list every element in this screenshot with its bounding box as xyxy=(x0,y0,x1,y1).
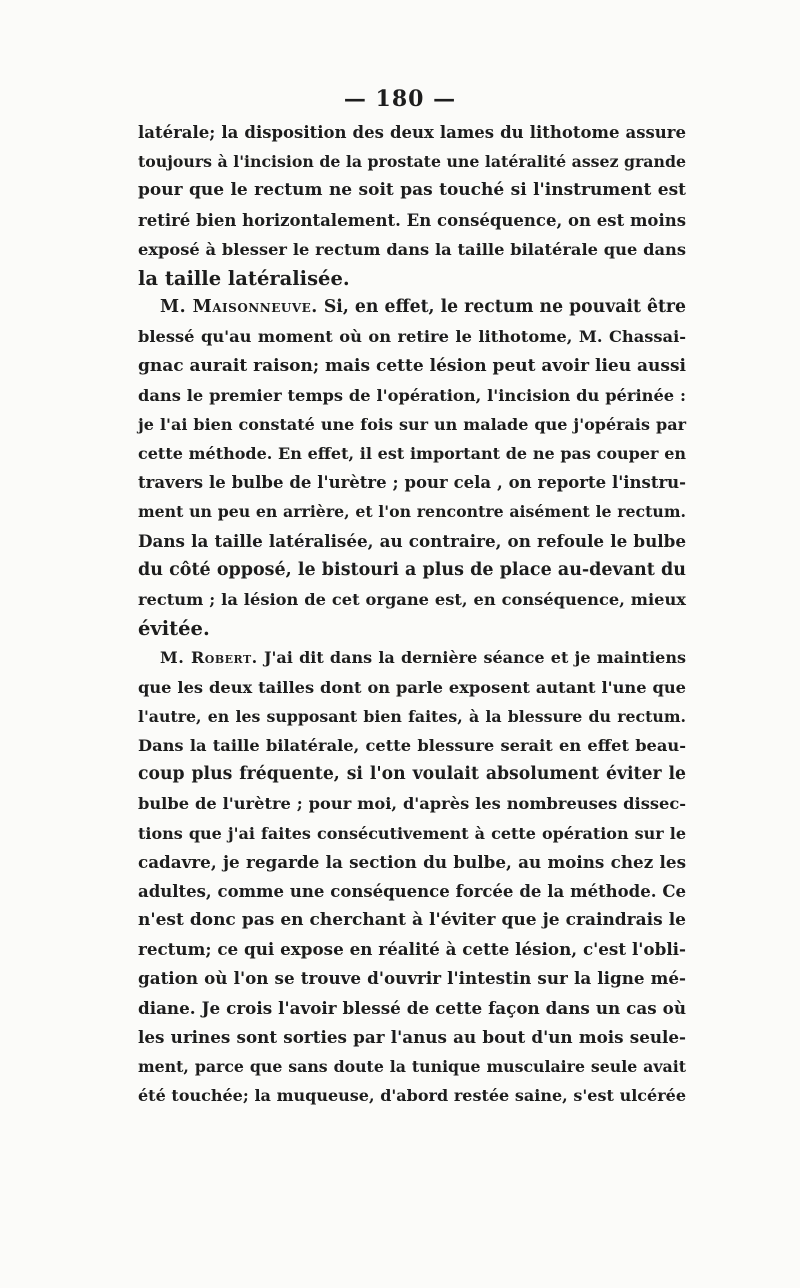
text-line: cadavre, je regarde la section du bulbe, au moins chez les xyxy=(138,851,686,872)
text-line: que les deux tailles dont on parle exposent autant l'une que xyxy=(138,677,686,697)
text-line: dans le premier temps de l'opération, l'incision du périnée : xyxy=(138,385,686,405)
paragraph xyxy=(138,118,686,293)
text-line: retiré bien horizontalement. En conséquence, on est moins xyxy=(138,210,686,230)
text-line: latérale; la disposition des deux lames du lithotome assure xyxy=(138,123,686,142)
text-line: je l'ai bien constaté une fois sur un malade que j'opérais par xyxy=(138,414,686,434)
text-line xyxy=(138,643,686,672)
text-line: ment, parce que sans doute la tunique musculaire seule avait xyxy=(138,1057,686,1076)
text-line: coup plus fréquente, si l'on voulait absolument éviter le xyxy=(138,764,686,785)
text-line: rectum ; la lésion de cet organe est, en conséquence, mieux xyxy=(138,590,686,609)
text-line: blessé qu'au moment où on retire le lithotome, M. Chassai- xyxy=(138,327,686,347)
speaker-name: M. Maisonneuve. xyxy=(160,297,318,318)
text-line: Dans la taille latéralisée, au contraire, on refoule le bulbe xyxy=(138,530,686,551)
page-number: — 180 — xyxy=(343,86,457,112)
text-line xyxy=(138,293,686,322)
text-line: ment un peu en arrière, et l'on rencontre aisément le rectum. xyxy=(138,502,686,522)
text-line: exposé à blesser le rectum dans la taille bilatérale que dans xyxy=(138,239,686,259)
text-line: rectum; ce qui expose en réalité à cette lésion, c'est l'obli- xyxy=(138,939,686,960)
text-line: tions que j'ai faites consécutivement à cette opération sur le xyxy=(138,823,686,843)
text-line: pour que le rectum ne soit pas touché si l'instrument est xyxy=(138,180,686,201)
text-line: gnac aurait raison; mais cette lésion peut avoir lieu aussi xyxy=(138,355,686,376)
text-line: l'autre, en les supposant bien faites, à la blessure du rectum. xyxy=(138,706,686,726)
speech-text: Si, en effet, le rectum ne pouvait être xyxy=(323,297,686,318)
text-line: Dans la taille bilatérale, cette blessure serait en effet beau- xyxy=(138,735,686,755)
text-line: adultes, comme une conséquence forcée de la méthode. Ce xyxy=(138,881,686,901)
text-line: n'est donc pas en cherchant à l'éviter que je craindrais le xyxy=(138,910,686,931)
speaker-name: M. Robert. xyxy=(160,648,258,668)
text-body xyxy=(138,118,686,1110)
text-line: évitée. xyxy=(138,617,210,641)
text-line: bulbe de l'urètre ; pour moi, d'après les nombreuses dissec- xyxy=(138,794,686,814)
text-line: du côté opposé, le bistouri a plus de place au-devant du xyxy=(138,559,686,580)
text-line: gation où l'on se trouve d'ouvrir l'intestin sur la ligne mé- xyxy=(138,968,686,989)
text-line: la taille latéralisée. xyxy=(138,266,350,290)
text-line: cette méthode. En effet, il est important de ne pas couper en xyxy=(138,444,686,464)
paragraph xyxy=(138,643,686,1110)
paragraph xyxy=(138,293,686,643)
text-line: diane. Je crois l'avoir blessé de cette façon dans un cas où xyxy=(138,997,686,1018)
speech-text: J'ai dit dans la dernière séance et je maintiens xyxy=(263,648,686,668)
text-line: les urines sont sorties par l'anus au bout d'un mois seule- xyxy=(138,1026,686,1047)
text-line: travers le bulbe de l'urètre ; pour cela , on reporte l'instru- xyxy=(138,473,686,493)
text-line: toujours à l'incision de la prostate une latéralité assez grande xyxy=(138,152,686,172)
text-line: été touchée; la muqueuse, d'abord restée saine, s'est ulcérée xyxy=(138,1086,686,1106)
